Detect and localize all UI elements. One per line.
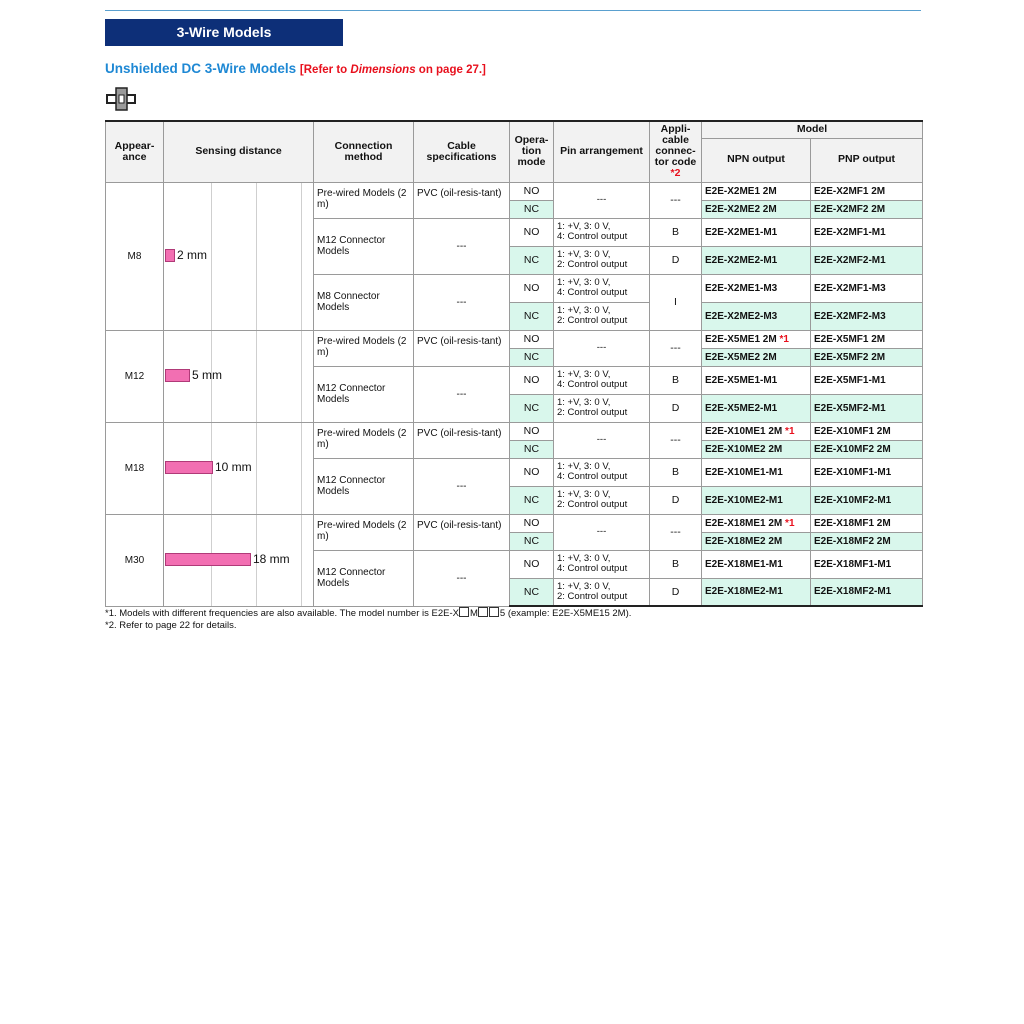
cable-spec-cell: --- bbox=[414, 274, 510, 330]
ref-open: [Refer to bbox=[299, 64, 351, 76]
connection-method-cell: M8 Connector Models bbox=[314, 274, 414, 330]
models-table bbox=[105, 120, 923, 607]
operation-mode-cell: NC bbox=[510, 200, 554, 218]
header-model: Model bbox=[702, 121, 923, 138]
table-row bbox=[106, 422, 923, 440]
header-pin-arrangement: Pin arrangement bbox=[554, 121, 650, 182]
footnote-marker: *1 bbox=[785, 517, 795, 529]
npn-model-number: E2E-X5ME2 2M bbox=[705, 351, 777, 363]
appearance-cell: M18 bbox=[106, 422, 164, 514]
npn-model-cell bbox=[702, 550, 811, 578]
pin-arrangement-cell: 1: +V, 3: 0 V, 4: Control output bbox=[554, 274, 650, 302]
npn-model-cell bbox=[702, 348, 811, 366]
gridline bbox=[211, 183, 212, 330]
operation-mode-cell: NC bbox=[510, 348, 554, 366]
pnp-model-cell: E2E-X18MF2 2M bbox=[811, 532, 923, 550]
header-applicable-code bbox=[650, 121, 702, 182]
operation-mode-cell: NO bbox=[510, 458, 554, 486]
appearance-cell: M8 bbox=[106, 182, 164, 330]
footnote-1 bbox=[105, 607, 631, 619]
pnp-model-cell: E2E-X5MF1-M1 bbox=[811, 366, 923, 394]
npn-model-number: E2E-X18ME1-M1 bbox=[705, 558, 783, 570]
gridline bbox=[256, 331, 257, 422]
cable-spec-cell: PVC (oil-resis-tant) bbox=[414, 514, 510, 550]
npn-model-cell bbox=[702, 366, 811, 394]
top-rule bbox=[105, 10, 921, 11]
connector-code-cell: B bbox=[650, 218, 702, 246]
pnp-model-cell: E2E-X10MF2 2M bbox=[811, 440, 923, 458]
pin-arrangement-cell: --- bbox=[554, 182, 650, 218]
gridline bbox=[256, 423, 257, 514]
operation-mode-cell: NO bbox=[510, 366, 554, 394]
connector-code-cell: B bbox=[650, 366, 702, 394]
header-npn-output: NPN output bbox=[702, 138, 811, 182]
connector-code-cell: D bbox=[650, 394, 702, 422]
operation-mode-cell: NO bbox=[510, 218, 554, 246]
section-title: 3-Wire Models bbox=[105, 19, 343, 46]
pnp-model-cell: E2E-X18MF1-M1 bbox=[811, 550, 923, 578]
npn-model-number: E2E-X2ME2-M1 bbox=[705, 254, 778, 266]
operation-mode-cell: NC bbox=[510, 394, 554, 422]
connector-code-cell: I bbox=[650, 274, 702, 330]
sensing-distance-bar bbox=[165, 249, 175, 262]
connector-code-cell: D bbox=[650, 578, 702, 606]
connector-code-cell: --- bbox=[650, 514, 702, 550]
pnp-model-cell: E2E-X2MF2 2M bbox=[811, 200, 923, 218]
npn-model-cell bbox=[702, 578, 811, 606]
npn-model-number: E2E-X2ME1-M3 bbox=[705, 282, 778, 294]
npn-model-cell bbox=[702, 246, 811, 274]
table-subtitle bbox=[105, 61, 486, 76]
footnote-1-b: M bbox=[469, 608, 478, 619]
npn-model-number: E2E-X10ME1 2M bbox=[705, 425, 783, 437]
pnp-model-cell: E2E-X10MF1 2M bbox=[811, 422, 923, 440]
cable-spec-cell: --- bbox=[414, 366, 510, 422]
pin-arrangement-cell: 1: +V, 3: 0 V, 4: Control output bbox=[554, 366, 650, 394]
pin-arrangement-cell: --- bbox=[554, 422, 650, 458]
gridline bbox=[301, 423, 302, 514]
pin-arrangement-cell: 1: +V, 3: 0 V, 4: Control output bbox=[554, 218, 650, 246]
connection-method-cell: M12 Connector Models bbox=[314, 458, 414, 514]
operation-mode-cell: NC bbox=[510, 578, 554, 606]
operation-mode-cell: NC bbox=[510, 246, 554, 274]
dimensions-reference[interactable] bbox=[300, 64, 486, 76]
header-operation-mode: Opera-tion mode bbox=[510, 121, 554, 182]
connector-code-cell: B bbox=[650, 550, 702, 578]
ref-dimensions-link[interactable]: Dimensions bbox=[350, 64, 416, 76]
npn-model-number: E2E-X10ME2-M1 bbox=[705, 494, 783, 506]
pnp-model-cell: E2E-X5MF2-M1 bbox=[811, 394, 923, 422]
connection-method-cell: M12 Connector Models bbox=[314, 218, 414, 274]
sensing-distance-cell bbox=[164, 182, 314, 330]
sensing-distance-label: 5 mm bbox=[192, 368, 222, 382]
connector-code-cell: D bbox=[650, 246, 702, 274]
pnp-model-cell: E2E-X2MF2-M3 bbox=[811, 302, 923, 330]
npn-model-cell bbox=[702, 302, 811, 330]
pnp-model-cell: E2E-X10MF2-M1 bbox=[811, 486, 923, 514]
operation-mode-cell: NC bbox=[510, 532, 554, 550]
pin-arrangement-cell: 1: +V, 3: 0 V, 2: Control output bbox=[554, 578, 650, 606]
sensing-distance-label: 2 mm bbox=[177, 248, 207, 262]
header-applicable-code-note: *2 bbox=[670, 167, 681, 180]
pin-arrangement-cell: 1: +V, 3: 0 V, 4: Control output bbox=[554, 458, 650, 486]
gridline bbox=[301, 515, 302, 606]
pin-arrangement-cell: 1: +V, 3: 0 V, 2: Control output bbox=[554, 246, 650, 274]
pin-arrangement-cell: 1: +V, 3: 0 V, 2: Control output bbox=[554, 302, 650, 330]
table-row bbox=[106, 182, 923, 200]
cable-spec-cell: --- bbox=[414, 218, 510, 274]
connection-method-cell: M12 Connector Models bbox=[314, 366, 414, 422]
npn-model-number: E2E-X18ME1 2M bbox=[705, 517, 783, 529]
npn-model-cell bbox=[702, 458, 811, 486]
table-row bbox=[106, 330, 923, 348]
operation-mode-cell: NO bbox=[510, 182, 554, 200]
header-applicable-code-text: Appli-cable connec-tor code bbox=[654, 123, 697, 169]
connection-method-cell: M12 Connector Models bbox=[314, 550, 414, 606]
npn-model-cell bbox=[702, 440, 811, 458]
gridline bbox=[301, 183, 302, 330]
cable-spec-cell: --- bbox=[414, 458, 510, 514]
operation-mode-cell: NO bbox=[510, 274, 554, 302]
connection-method-cell: Pre-wired Models (2 m) bbox=[314, 182, 414, 218]
operation-mode-cell: NC bbox=[510, 486, 554, 514]
npn-model-cell bbox=[702, 200, 811, 218]
npn-model-cell bbox=[702, 422, 811, 440]
placeholder-box bbox=[478, 607, 488, 617]
footnote-marker: *1 bbox=[785, 425, 795, 437]
pnp-model-cell: E2E-X2MF1 2M bbox=[811, 182, 923, 200]
operation-mode-cell: NO bbox=[510, 422, 554, 440]
operation-mode-cell: NC bbox=[510, 440, 554, 458]
pin-arrangement-cell: --- bbox=[554, 330, 650, 366]
operation-mode-cell: NO bbox=[510, 514, 554, 532]
sensing-distance-cell bbox=[164, 514, 314, 606]
sensing-distance-label: 18 mm bbox=[253, 552, 290, 566]
gridline bbox=[256, 183, 257, 330]
connector-code-cell: B bbox=[650, 458, 702, 486]
npn-model-cell bbox=[702, 514, 811, 532]
pin-arrangement-cell: 1: +V, 3: 0 V, 4: Control output bbox=[554, 550, 650, 578]
placeholder-box bbox=[459, 607, 469, 617]
header-sensing-distance: Sensing distance bbox=[164, 121, 314, 182]
sensing-distance-cell bbox=[164, 330, 314, 422]
gridline bbox=[301, 331, 302, 422]
placeholder-box bbox=[489, 607, 499, 617]
cable-spec-cell: PVC (oil-resis-tant) bbox=[414, 422, 510, 458]
npn-model-number: E2E-X2ME1-M1 bbox=[705, 226, 778, 238]
footnote-1-a: *1. Models with different frequencies are also available. The model number is E2E-X bbox=[105, 608, 459, 619]
pnp-model-cell: E2E-X2MF2-M1 bbox=[811, 246, 923, 274]
pnp-model-cell: E2E-X18MF1 2M bbox=[811, 514, 923, 532]
pnp-model-cell: E2E-X2MF1-M3 bbox=[811, 274, 923, 302]
connector-code-cell: D bbox=[650, 486, 702, 514]
sensing-distance-label: 10 mm bbox=[215, 460, 252, 474]
sensing-distance-cell bbox=[164, 422, 314, 514]
npn-model-cell bbox=[702, 182, 811, 200]
table-row bbox=[106, 514, 923, 532]
npn-model-cell bbox=[702, 532, 811, 550]
cable-spec-cell: PVC (oil-resis-tant) bbox=[414, 330, 510, 366]
operation-mode-cell: NC bbox=[510, 302, 554, 330]
pin-arrangement-cell: --- bbox=[554, 514, 650, 550]
operation-mode-cell: NO bbox=[510, 330, 554, 348]
footnote-marker: *1 bbox=[779, 333, 789, 345]
npn-model-number: E2E-X5ME1 2M bbox=[705, 333, 777, 345]
header-connection-method: Connection method bbox=[314, 121, 414, 182]
header-appearance: Appear-ance bbox=[106, 121, 164, 182]
connection-method-cell: Pre-wired Models (2 m) bbox=[314, 422, 414, 458]
sensing-distance-bar bbox=[165, 369, 190, 382]
cable-spec-cell: --- bbox=[414, 550, 510, 606]
appearance-cell: M30 bbox=[106, 514, 164, 606]
npn-model-number: E2E-X5ME2-M1 bbox=[705, 402, 778, 414]
ref-close: on page 27.] bbox=[415, 64, 486, 76]
footnote-1-c: 5 (example: E2E-X5ME15 2M). bbox=[499, 608, 632, 619]
npn-model-number: E2E-X18ME2-M1 bbox=[705, 586, 783, 598]
npn-model-cell bbox=[702, 330, 811, 348]
unshielded-sensor-icon bbox=[106, 86, 136, 112]
pnp-model-cell: E2E-X2MF1-M1 bbox=[811, 218, 923, 246]
connection-method-cell: Pre-wired Models (2 m) bbox=[314, 330, 414, 366]
npn-model-number: E2E-X10ME1-M1 bbox=[705, 466, 783, 478]
subtitle-main: Unshielded DC 3-Wire Models bbox=[105, 61, 297, 76]
pnp-model-cell: E2E-X5MF1 2M bbox=[811, 330, 923, 348]
npn-model-number: E2E-X10ME2 2M bbox=[705, 443, 783, 455]
npn-model-cell bbox=[702, 274, 811, 302]
npn-model-number: E2E-X2ME1 2M bbox=[705, 185, 777, 197]
npn-model-cell bbox=[702, 486, 811, 514]
sensing-distance-bar bbox=[165, 553, 251, 566]
npn-model-cell bbox=[702, 218, 811, 246]
pnp-model-cell: E2E-X5MF2 2M bbox=[811, 348, 923, 366]
npn-model-cell bbox=[702, 394, 811, 422]
pin-arrangement-cell: 1: +V, 3: 0 V, 2: Control output bbox=[554, 394, 650, 422]
npn-model-number: E2E-X2ME2-M3 bbox=[705, 310, 778, 322]
connector-code-cell: --- bbox=[650, 422, 702, 458]
npn-model-number: E2E-X5ME1-M1 bbox=[705, 374, 778, 386]
connector-code-cell: --- bbox=[650, 182, 702, 218]
npn-model-number: E2E-X18ME2 2M bbox=[705, 535, 783, 547]
connection-method-cell: Pre-wired Models (2 m) bbox=[314, 514, 414, 550]
appearance-cell: M12 bbox=[106, 330, 164, 422]
operation-mode-cell: NO bbox=[510, 550, 554, 578]
header-cable-specifications: Cable specifications bbox=[414, 121, 510, 182]
footnote-2: *2. Refer to page 22 for details. bbox=[105, 620, 237, 631]
connector-code-cell: --- bbox=[650, 330, 702, 366]
header-pnp-output: PNP output bbox=[811, 138, 923, 182]
pnp-model-cell: E2E-X18MF2-M1 bbox=[811, 578, 923, 606]
npn-model-number: E2E-X2ME2 2M bbox=[705, 203, 777, 215]
pin-arrangement-cell: 1: +V, 3: 0 V, 2: Control output bbox=[554, 486, 650, 514]
pnp-model-cell: E2E-X10MF1-M1 bbox=[811, 458, 923, 486]
sensing-distance-bar bbox=[165, 461, 213, 474]
cable-spec-cell: PVC (oil-resis-tant) bbox=[414, 182, 510, 218]
